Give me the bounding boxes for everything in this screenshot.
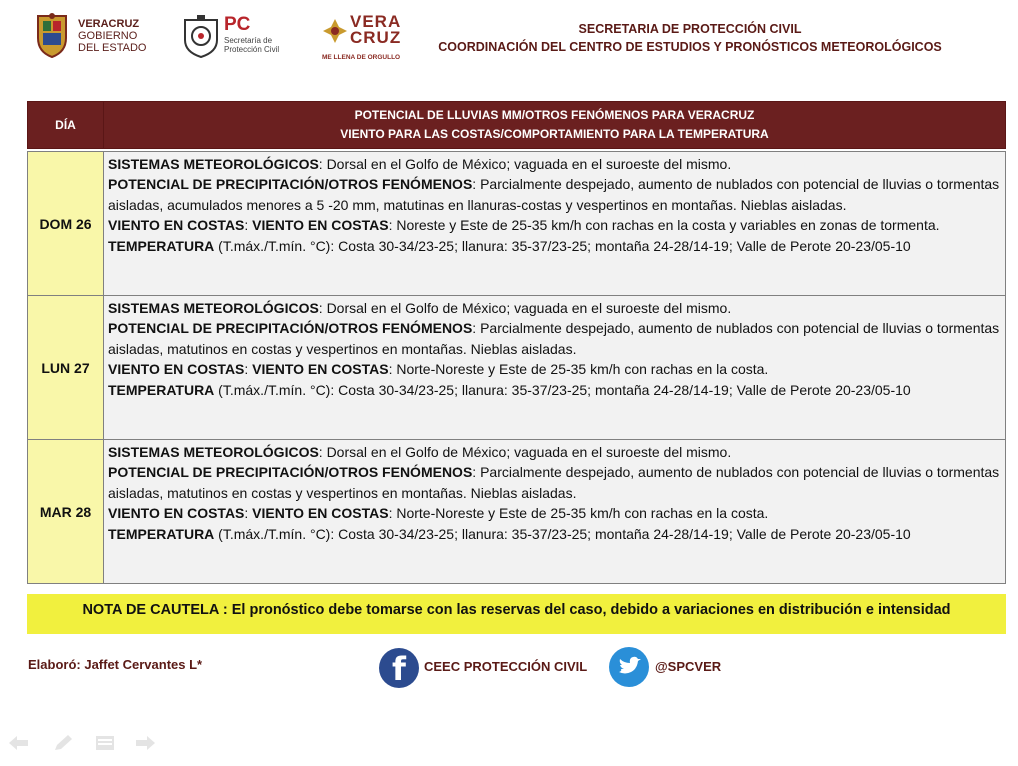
- table-header-row: [28, 102, 1006, 149]
- precip-text: : Parcialmente despejado, aumento de nublados con potencial de lluvias o tormentas aisladas, matutinos en costas y vespertinos en montañas. Nieblas aisladas.: [108, 320, 1000, 357]
- proteccion-civil-logo: [178, 12, 308, 62]
- temperature-text: (T.máx./T.mín. °C): Costa 30-34/23-25; llanura: 35-37/23-25; montaña 24-28/14-19; Valle de Perote 20-23/05-10: [214, 525, 911, 542]
- systems-text: : Dorsal en el Golfo de México; vaguada en el suroeste del mismo.: [318, 444, 732, 460]
- precip-label: POTENCIAL DE PRECIPITACIÓN/OTROS FENÓMENOS: [108, 464, 473, 481]
- title-line-1: SECRETARIA DE PROTECCIÓN CIVIL: [578, 22, 802, 36]
- wind-line: VIENTO EN COSTAS: VIENTO EN COSTAS: Norte-Noreste y Este de 25-35 km/h con rachas en la costa.: [108, 505, 769, 522]
- temperature-label: TEMPERATURA: [108, 381, 215, 398]
- wind-label-repeat: VIENTO EN COSTAS: [252, 217, 389, 234]
- twitter-handle[interactable]: @SPCVER: [655, 659, 722, 674]
- facebook-icon[interactable]: f: [379, 648, 419, 688]
- menu-icon[interactable]: [94, 734, 116, 752]
- wind-text: : Noreste y Este de 25-35 km/h con rachas en la costa y variables en zonas de tormenta.: [388, 217, 940, 234]
- table-row: [28, 152, 1006, 296]
- temperature-line: [108, 380, 1002, 400]
- pen-icon[interactable]: [52, 734, 74, 752]
- systems-label: SISTEMAS METEOROLÓGICOS: [108, 156, 319, 172]
- title-line-2: COORDINACIÓN DEL CENTRO DE ESTUDIOS Y PRONÓSTICOS METEOROLÓGICOS: [438, 40, 942, 54]
- temperature-label: TEMPERATURA: [108, 525, 215, 542]
- col-header-day: DÍA: [28, 102, 104, 149]
- systems-line: [108, 154, 1002, 174]
- temperature-line: [108, 236, 1002, 256]
- systems-line: [108, 298, 1002, 318]
- forecast-cell: [104, 296, 1006, 440]
- systems-text: : Dorsal en el Golfo de México; vaguada en el suroeste del mismo.: [318, 300, 732, 316]
- veracruz-government-logo: [34, 12, 184, 62]
- forecast-table: [27, 101, 1006, 584]
- forecast-cell: [104, 152, 1006, 296]
- pc-logo-sub-1: Secretaría de: [224, 36, 273, 45]
- brand-slogan: ME LLENA DE ORGULLO: [322, 54, 401, 61]
- temperature-line: [108, 524, 1002, 544]
- page-title: [420, 20, 960, 56]
- wind-label: VIENTO EN COSTAS: [108, 361, 245, 378]
- nav-back-icon[interactable]: [8, 734, 30, 752]
- table-row: [28, 440, 1006, 584]
- veracruz-knot-icon: [322, 18, 348, 44]
- temperature-text: (T.máx./T.mín. °C): Costa 30-34/23-25; llanura: 35-37/23-25; montaña 24-28/14-19; Valle de Perote 20-23/05-10: [214, 381, 911, 398]
- logo-text-1: VERACRUZ: [78, 18, 140, 30]
- precip-line: [108, 174, 1002, 215]
- pc-shield-icon: [182, 14, 220, 58]
- logo-strip: [18, 8, 418, 64]
- brand-text-1: VERA: [350, 12, 402, 31]
- wind-line: VIENTO EN COSTAS: VIENTO EN COSTAS: Noreste y Este de 25-35 km/h con rachas en la costa y variables en zonas de tormenta.: [108, 217, 940, 234]
- caution-note: NOTA DE CAUTELA : El pronóstico debe tomarse con las reservas del caso, debido a variaciones en distribución e intensidad: [27, 594, 1006, 634]
- wind-label: VIENTO EN COSTAS: [108, 505, 245, 522]
- col-header-desc-line2: VIENTO PARA LAS COSTAS/COMPORTAMIENTO PARA LA TEMPERATURA: [340, 127, 769, 141]
- precip-label: POTENCIAL DE PRECIPITACIÓN/OTROS FENÓMENOS: [108, 320, 473, 337]
- logo-text-3: DEL ESTADO: [78, 42, 147, 54]
- forecast-cell: [104, 440, 1006, 584]
- wind-label: VIENTO EN COSTAS: [108, 217, 245, 234]
- nav-forward-icon[interactable]: [134, 734, 156, 752]
- veracruz-brand-logo: [320, 12, 420, 64]
- day-cell: DOM 26: [28, 152, 104, 296]
- precip-text: : Parcialmente despejado, aumento de nublados con potencial de lluvias o tormentas aisladas, matutinos en costas y vespertinos en montañas. Nieblas aisladas.: [108, 464, 1000, 501]
- precip-text: : Parcialmente despejado, aumento de nublados con potencial de lluvias o tormentas aisladas, acumulados menores a 5 -20 mm, matutinas en llanuras-costas y vespertinos en montañas. Nieblas aisladas.: [108, 176, 1000, 213]
- wind-text: : Norte-Noreste y Este de 25-35 km/h con rachas en la costa.: [388, 505, 769, 522]
- veracruz-shield-icon: [34, 12, 70, 58]
- systems-text: : Dorsal en el Golfo de México; vaguada en el suroeste del mismo.: [318, 156, 732, 172]
- wind-label-repeat: VIENTO EN COSTAS: [252, 361, 389, 378]
- precip-line: [108, 318, 1002, 359]
- col-header-desc-line1: POTENCIAL DE LLUVIAS MM/OTROS FENÓMENOS PARA VERACRUZ: [354, 108, 755, 122]
- pc-logo-sub-2: Protección Civil: [224, 45, 280, 54]
- twitter-bird-icon[interactable]: [609, 647, 649, 687]
- systems-line: [108, 442, 1002, 462]
- temperature-text: (T.máx./T.mín. °C): Costa 30-34/23-25; llanura: 35-37/23-25; montaña 24-28/14-19; Valle de Perote 20-23/05-10: [214, 237, 911, 254]
- day-cell: LUN 27: [28, 296, 104, 440]
- author-credit: Elaboró: Jaffet Cervantes L*: [28, 657, 203, 672]
- brand-text-2: CRUZ: [350, 28, 402, 47]
- col-header-desc: [104, 102, 1006, 149]
- pc-logo-title: PC: [224, 14, 251, 35]
- wind-text: : Norte-Noreste y Este de 25-35 km/h con rachas en la costa.: [388, 361, 769, 378]
- systems-label: SISTEMAS METEOROLÓGICOS: [108, 444, 319, 460]
- logo-text-2: GOBIERNO: [78, 30, 138, 42]
- wind-line: VIENTO EN COSTAS: VIENTO EN COSTAS: Norte-Noreste y Este de 25-35 km/h con rachas en la costa.: [108, 361, 769, 378]
- systems-label: SISTEMAS METEOROLÓGICOS: [108, 300, 319, 316]
- table-row: [28, 296, 1006, 440]
- wind-label-repeat: VIENTO EN COSTAS: [252, 505, 389, 522]
- precip-label: POTENCIAL DE PRECIPITACIÓN/OTROS FENÓMENOS: [108, 176, 473, 193]
- slide-nav-toolbar: [8, 732, 168, 756]
- precip-line: [108, 462, 1002, 503]
- temperature-label: TEMPERATURA: [108, 237, 215, 254]
- day-cell: MAR 28: [28, 440, 104, 584]
- facebook-link[interactable]: CEEC PROTECCIÓN CIVIL: [424, 659, 588, 674]
